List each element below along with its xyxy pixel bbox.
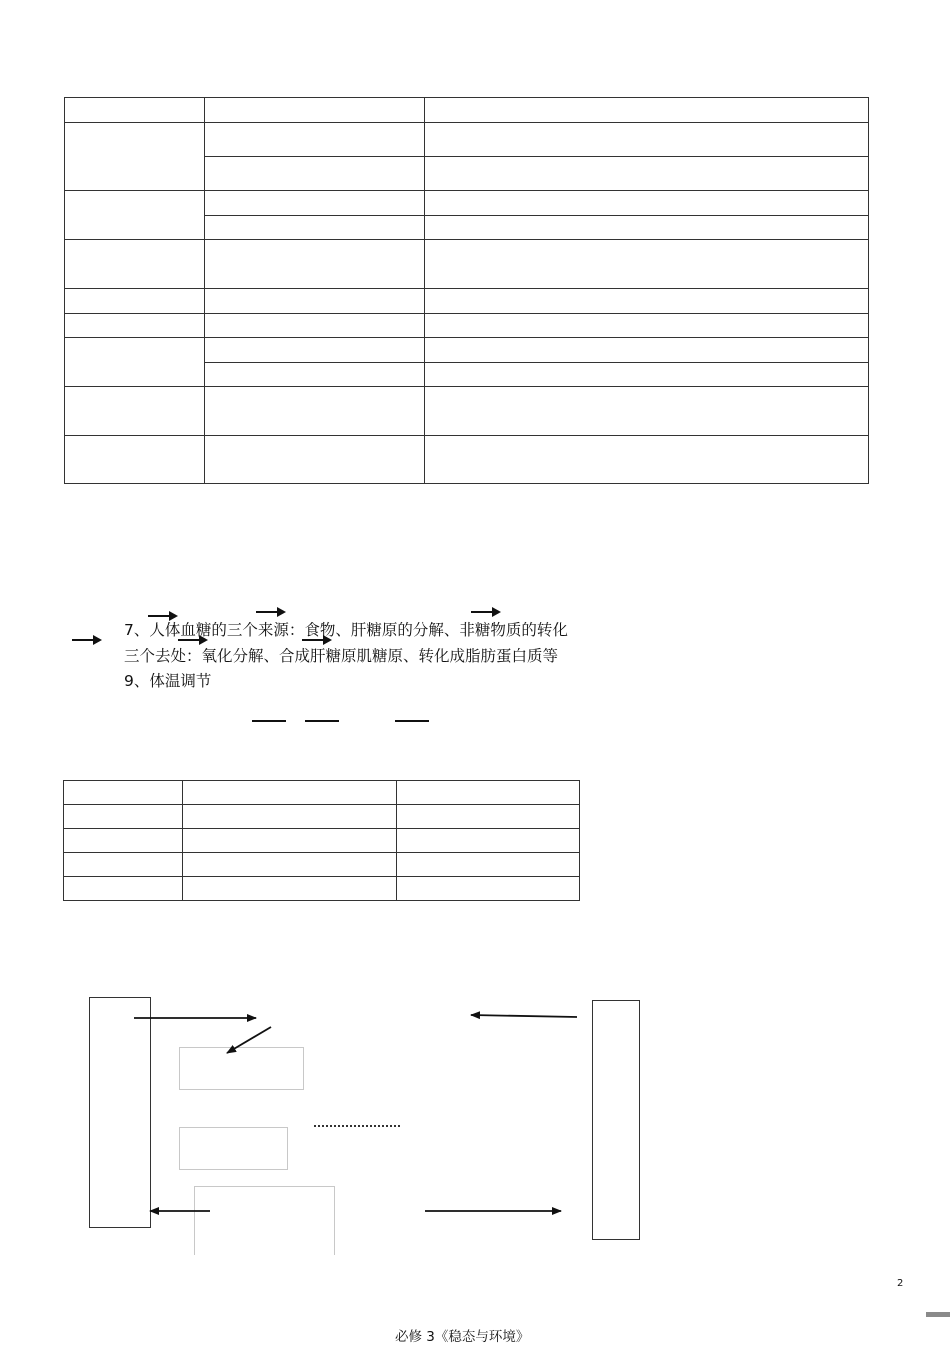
footer-title: 必修 3《稳态与环境》 [395,1329,530,1345]
section-heading-temperature: 9、体温调节 [124,672,212,690]
arrow-icon [227,1027,271,1053]
blood-sugar-sources: 7、人体血糖的三个来源：食物、肝糖原的分解、非糖物质的转化 [124,621,568,639]
arrow-icon [471,1015,577,1017]
scroll-indicator [926,1312,950,1317]
blood-sugar-destinations: 三个去处：氧化分解、合成肝糖原肌糖原、转化成脂肪蛋白质等 [124,647,559,665]
page-number: 2 [897,1278,904,1289]
